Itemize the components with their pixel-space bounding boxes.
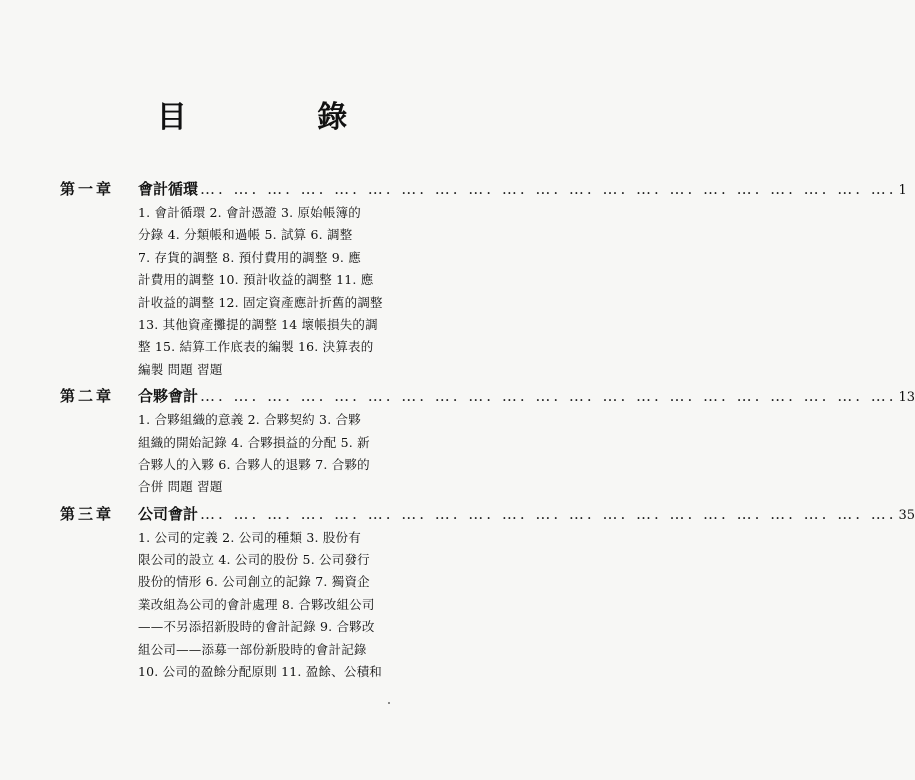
contents-line: 7. 存貨的調整 8. 預付費用的調整 9. 應 xyxy=(138,249,361,265)
chapter-title: 合夥會計 xyxy=(138,387,199,406)
chapter-page-number: 35 xyxy=(898,507,915,523)
dot-leader: …. …. …. …. …. …. …. …. …. …. …. …. …. …. …. …. …. …. …. …. …. xyxy=(200,387,897,406)
table-of-contents xyxy=(60,178,915,687)
chapter-label: 第一章 xyxy=(60,180,115,198)
dot-leader: …. …. …. …. …. …. …. …. …. …. …. …. …. …. …. …. …. …. …. …. …. xyxy=(200,180,897,198)
chapter-title: 公司會計 xyxy=(138,504,199,523)
chapter-label: 第三章 xyxy=(60,504,115,523)
stray-dot-mark xyxy=(388,702,390,704)
contents-line: 組公司——添募一部份新股時的會計記錄 xyxy=(138,641,367,657)
chapter-contents xyxy=(138,409,400,499)
contents-line: 13. 其他資產攤提的調整 14 壞帳損失的調 xyxy=(138,316,378,332)
contents-line: 業改組為公司的會計處理 8. 合夥改組公司 xyxy=(138,596,375,612)
page-title: 目 錄 xyxy=(156,100,408,135)
contents-line: 整 15. 結算工作底表的編製 16. 決算表的 xyxy=(138,339,374,355)
contents-line: 股份的情形 6. 公司創立的記錄 7. 獨資企 xyxy=(138,574,370,590)
contents-line: 合夥人的入夥 6. 合夥人的退夥 7. 合夥的 xyxy=(138,456,370,472)
chapter-page-number: 1 xyxy=(898,183,907,198)
contents-line: 限公司的設立 4. 公司的股份 5. 公司發行 xyxy=(138,552,370,568)
contents-line: 分錄 4. 分類帳和過帳 5. 試算 6. 調整 xyxy=(138,227,353,243)
contents-line: 編製 問題 習題 xyxy=(138,361,223,377)
chapter-contents xyxy=(138,527,400,684)
chapter-heading xyxy=(60,178,907,202)
contents-line: 10. 公司的盈餘分配原則 11. 盈餘、公積和 xyxy=(138,664,382,680)
chapter-contents xyxy=(138,202,400,381)
chapter-1 xyxy=(60,178,907,381)
chapter-heading xyxy=(60,385,915,409)
chapter-3 xyxy=(60,503,915,684)
contents-line: 1. 公司的定義 2. 公司的種類 3. 股份有 xyxy=(138,529,361,545)
contents-line: 1. 合夥組織的意義 2. 合夥契約 3. 合夥 xyxy=(138,412,361,428)
contents-line: 組織的開始記錄 4. 合夥損益的分配 5. 新 xyxy=(138,434,370,450)
contents-line: ——不另添招新股時的會計記錄 9. 合夥改 xyxy=(138,619,375,635)
chapter-page-number: 13 xyxy=(898,390,915,406)
chapter-2 xyxy=(60,385,915,499)
contents-line: 1. 會計循環 2. 會計憑證 3. 原始帳簿的 xyxy=(138,205,361,220)
chapter-title: 會計循環 xyxy=(138,180,199,198)
contents-line: 合併 問題 習題 xyxy=(138,479,223,495)
dot-leader: …. …. …. …. …. …. …. …. …. …. …. …. …. …. …. …. …. …. …. …. …. xyxy=(200,504,897,523)
contents-line: 計收益的調整 12. 固定資產應計折舊的調整 xyxy=(138,294,383,310)
chapter-label: 第二章 xyxy=(60,387,115,406)
contents-line: 計費用的調整 10. 預計收益的調整 11. 應 xyxy=(138,272,374,288)
chapter-heading xyxy=(60,503,915,527)
